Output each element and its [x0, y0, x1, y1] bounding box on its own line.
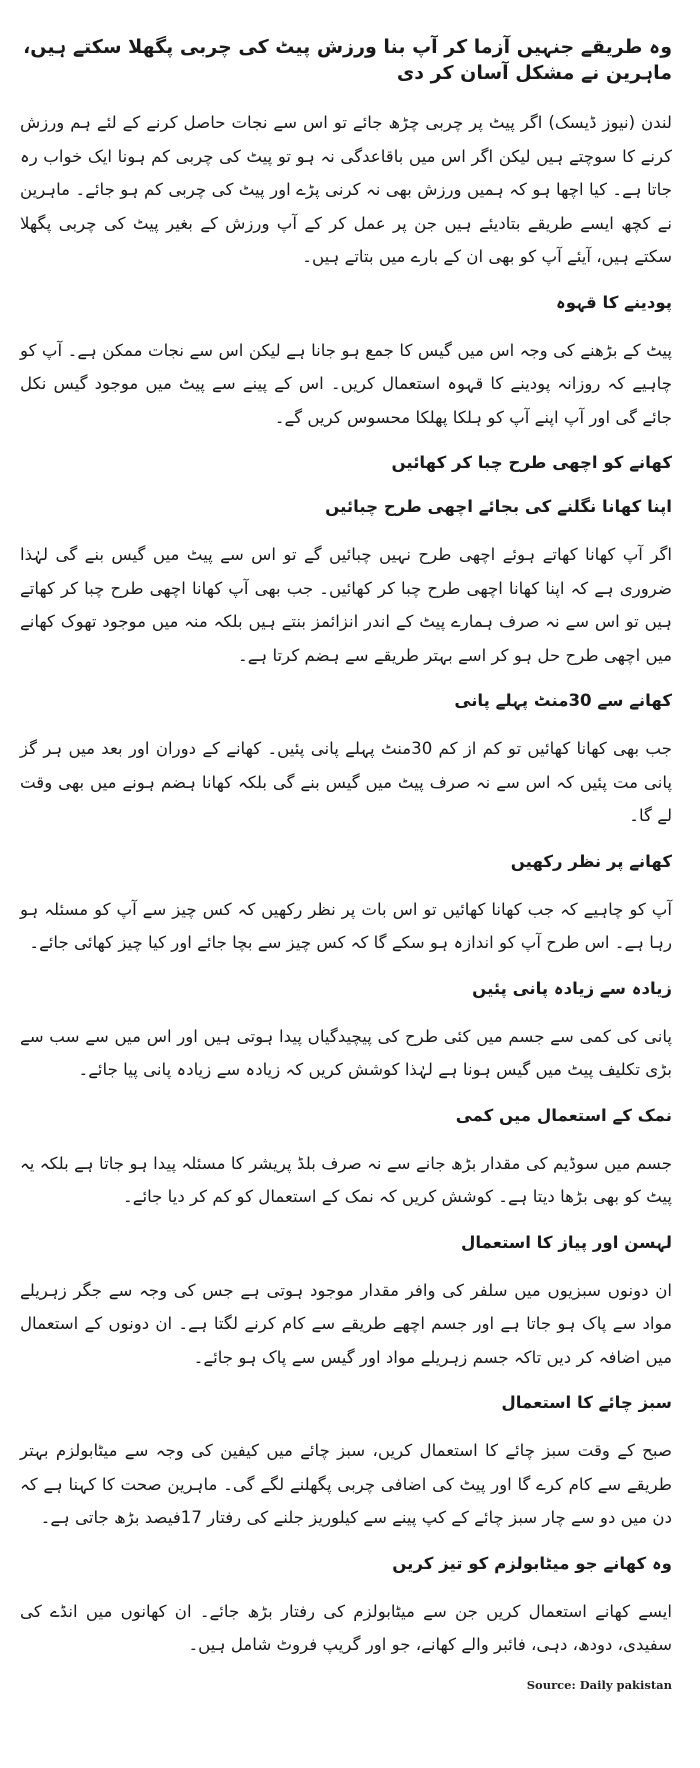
- source-credit: Source: Daily pakistan: [526, 1677, 672, 1692]
- section-text-garlic-onion: ان دونوں سبزیوں میں سلفر کی وافر مقدار موجود ہوتی ہے جس کی وجہ سے جگر زہریلے مواد سے پاک ہو جاتا ہے اور جسم اچھے طریقے سے کام کرنے لگتا ہے۔ ان دونوں کے استعمال میں اضافہ کر دیں تاکہ جسم زہریلے مواد اور گیس سے پاک ہو جائے۔: [20, 1280, 672, 1367]
- section-text-drink-water: پانی کی کمی سے جسم میں کئی طرح کی پیچیدگیاں پیدا ہوتی ہیں اور اس میں سے سب سے بڑی تکلیف پیٹ میں گیس ہونا ہے لہٰذا کوشش کریں کہ زیادہ سے زیادہ پانی پیا جائے۔: [20, 1026, 672, 1079]
- section-heading-metabolism-foods: وہ کھانے جو میٹابولزم کو تیز کریں: [392, 1553, 672, 1573]
- article-title: وہ طریقے جنہیں آزما کر آپ بنا ورزش پیٹ کی چربی پگھلا سکتے ہیں، ماہرین نے مشکل آسان کر دی: [23, 36, 672, 84]
- section-heading-drink-water: زیادہ سے زیادہ پانی پئیں: [472, 978, 672, 998]
- section-text-green-tea: صبح کے وقت سبز چائے کا استعمال کریں، سبز چائے میں کیفین کی وجہ سے میٹابولزم بہتر طریقے سے کام کرے گا اور پیٹ کی اضافی چربی پگھلنے لگے گی۔ ماہرین صحت کا کہنا ہے کہ دن میں دو سے چار سبز چائے کے کپ پینے سے کیلوریز جلنے کی رفتار 17فیصد بڑھ جاتی ہے۔: [20, 1441, 672, 1527]
- section-heading-less-salt: نمک کے استعمال میں کمی: [455, 1105, 672, 1125]
- section-subheading-chew-food: اپنا کھانا نگلنے کی بجائے اچھی طرح چبائیں: [325, 497, 672, 516]
- section-text-metabolism-foods: ایسے کھانے استعمال کریں جن سے میٹابولزم کی رفتار بڑھ جائے۔ ان کھانوں میں انڈے کی سفیدی، دودھ، دہی، فائبر والے کھانے، جو اور گریپ فروٹ شامل ہیں۔: [20, 1601, 672, 1654]
- intro-paragraph: لندن (نیوز ڈیسک) اگر پیٹ پر چربی چڑھ جائے تو اس سے نجات حاصل کرنے کے لئے ہم ورزش کرنے کا سوچتے ہیں لیکن اگر اس میں باقاعدگی نہ ہو تو پیٹ کی چربی کم ہونا ایک خواب رہ جاتا ہے۔ کیا اچھا ہو کہ ہمیں ورزش بھی نہ کرنی پڑے اور پیٹ کی چربی کم ہو جائے۔ ماہرین نے کچھ ایسے طریقے بتادیئے ہیں جن پر عمل کر کے آپ ورزش کے بغیر پیٹ کی چربی پگھلا سکتے ہیں، آیئے آپ کو بھی ان کے بارے میں بتاتے ہیں۔: [20, 113, 672, 266]
- section-text-chew-food: اگر آپ کھانا کھاتے ہوئے اچھی طرح نہیں چبائیں گے تو اس سے پیٹ میں گیس بنے گی لہٰذا ضروری ہے کہ اپنا کھانا اچھی طرح چبا کر کھائیں۔ جب بھی آپ کھانا اچھی طرح چبا کر کھاتے ہیں تو اس سے نہ صرف ہمارے پیٹ کے اندر انزائمز بنتے ہیں بلکہ منہ میں موجود تھوک کھانے میں اچھی طرح حل ہو کر اسے بہتر طریقے سے ہضم کرتا ہے۔: [20, 545, 672, 665]
- section-heading-watch-food: کھانے پر نظر رکھیں: [510, 851, 672, 871]
- section-text-water-before-meal: جب بھی کھانا کھائیں تو کم از کم 30منٹ پہلے پانی پئیں۔ کھانے کے دوران اور بعد میں ہر گز پانی مت پئیں کہ اس سے نہ صرف پیٹ میں گیس بنے گی بلکہ کھانا ہضم ہونے میں بھی وقت لے گا۔: [20, 739, 672, 825]
- section-text-less-salt: جسم میں سوڈیم کی مقدار بڑھ جانے سے نہ صرف بلڈ پریشر کا مسئلہ پیدا ہو جاتا ہے بلکہ یہ پیٹ کو بھی بڑھا دیتا ہے۔ کوشش کریں کہ نمک کے استعمال کو کم کر دیا جائے۔: [20, 1153, 672, 1206]
- section-heading-garlic-onion: لہسن اور پیاز کا استعمال: [460, 1232, 672, 1252]
- section-heading-water-before-meal: کھانے سے 30منٹ پہلے پانی: [454, 691, 672, 710]
- section-text-watch-food: آپ کو چاہیے کہ جب کھانا کھائیں تو اس بات پر نظر رکھیں کہ کس چیز سے آپ کو مسئلہ ہو رہا ہے۔ اس طرح آپ کو اندازہ ہو سکے گا کہ کس چیز سے بچا جائے اور کیا چیز کھائی جائے۔: [20, 899, 672, 952]
- section-heading-green-tea: سبز چائے کا استعمال: [501, 1393, 672, 1412]
- section-heading-mint-tea: پودینے کا قہوہ: [555, 292, 672, 312]
- section-text-mint-tea: پیٹ کے بڑھنے کی وجہ اس میں گیس کا جمع ہو جانا ہے لیکن اس سے نجات ممکن ہے۔ آپ کو چاہیے کہ روزانہ پودینے کا قہوہ استعمال کریں۔ اس کے پینے سے پیٹ میں موجود گیس نکل جائے گی اور آپ اپنے آپ کو ہلکا پھلکا محسوس کریں گے۔: [20, 340, 672, 427]
- section-heading-chew-food: کھانے کو اچھی طرح چبا کر کھائیں: [391, 453, 672, 472]
